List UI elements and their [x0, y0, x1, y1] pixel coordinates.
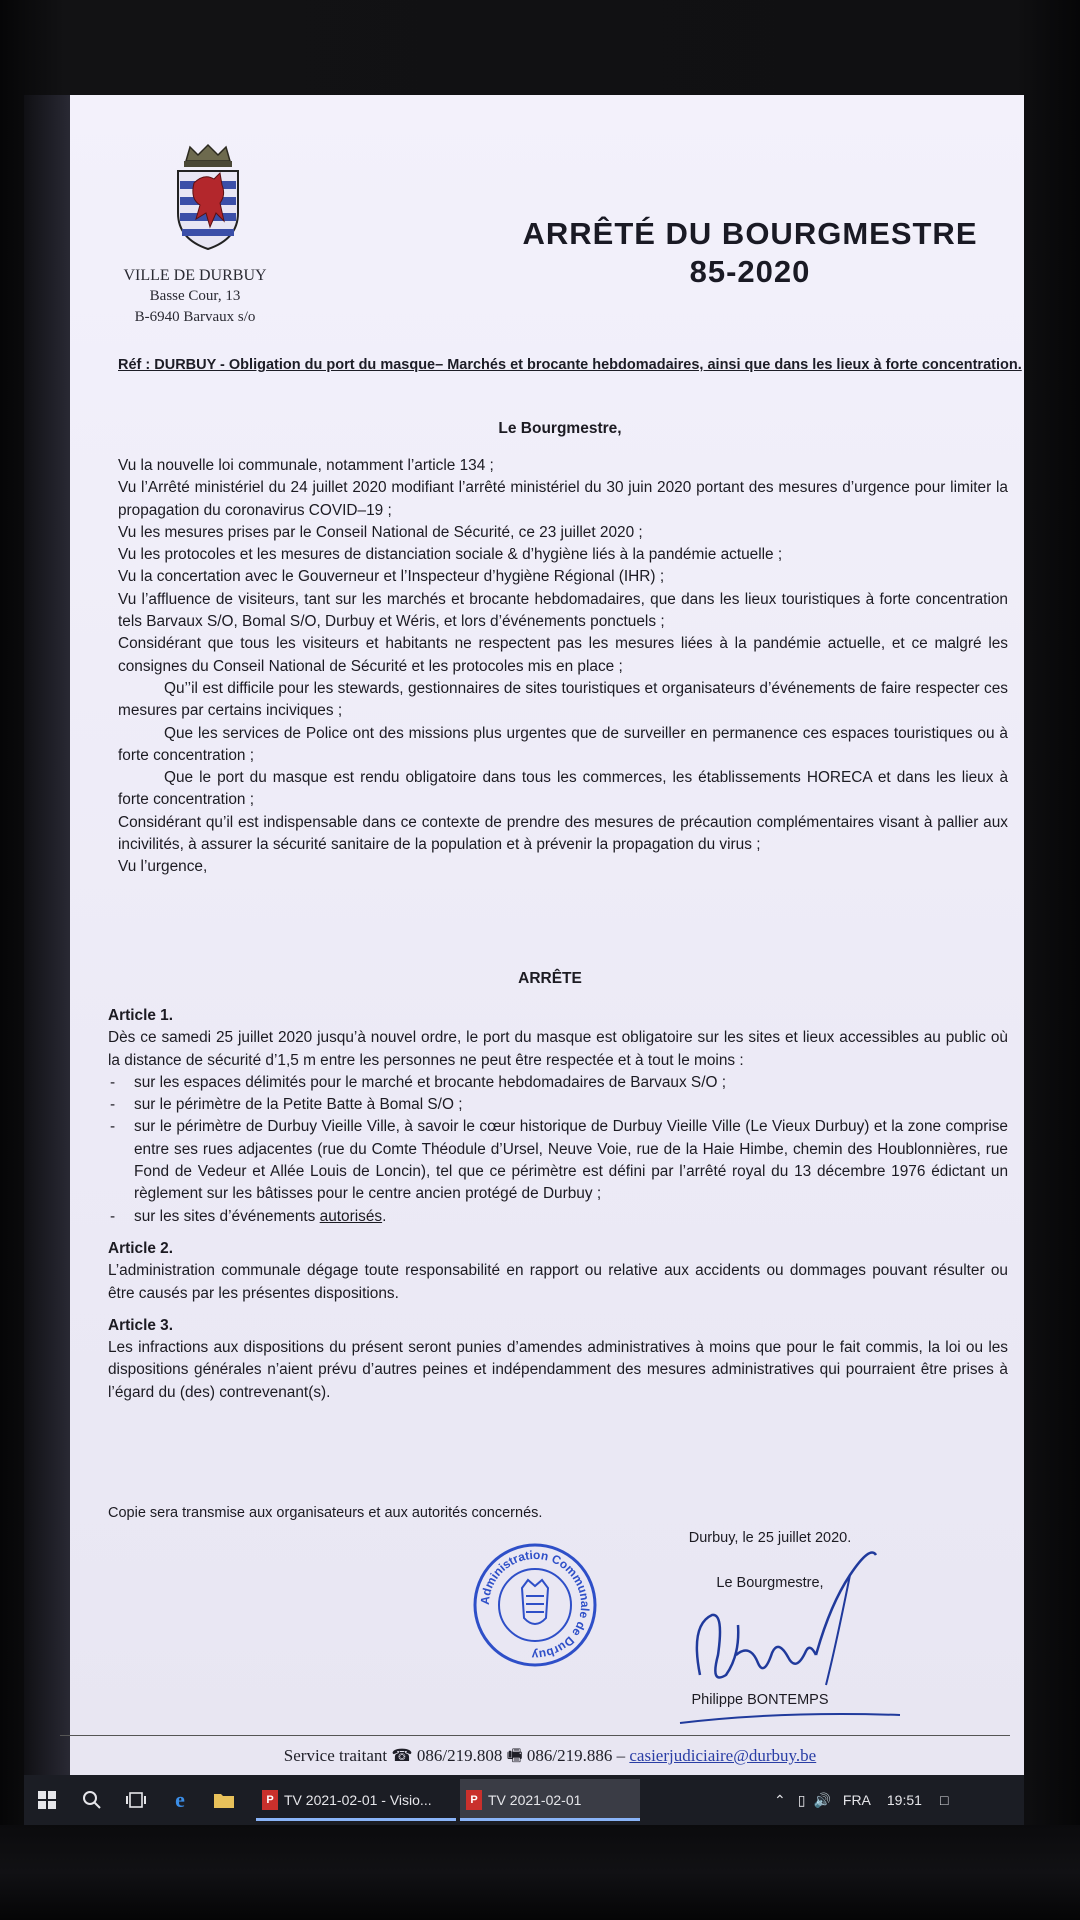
taskbar-app-pdf-1[interactable]: [256, 1779, 456, 1821]
list-item-text: sur les sites d’événements: [134, 1207, 320, 1225]
address-line-1: Basse Cour, 13: [149, 288, 241, 304]
folder-icon: [213, 1791, 235, 1809]
articles: [108, 1005, 1008, 1404]
edge-browser-button[interactable]: [158, 1775, 202, 1825]
title-line-2: 85-2020: [689, 254, 811, 289]
active-indicator: [256, 1818, 456, 1821]
list-item: - sur le périmètre de la Petite Batte à Bomal S/O ;: [134, 1094, 1008, 1116]
edge-icon: e: [175, 1787, 185, 1812]
consideration: Que le port du masque est rendu obligatoire dans tous les commerces, les établissements HORECA et dans les lieux à forte concentration ;: [118, 769, 1008, 809]
task-view-button[interactable]: [114, 1775, 158, 1825]
article-2-title: Article 2.: [108, 1239, 174, 1257]
document-title: [515, 215, 985, 291]
document-footer: [170, 1743, 930, 1772]
signatory-role: Le Bourgmestre,: [716, 1575, 824, 1591]
article-3-text: Les infractions aux dispositions du présent seront punies d’amendes administratives à moins que pour le fait commis, la loi ou les dispositions générales n’aient prévu d’autres peines et indépendamment des mesures administratives qui pourraient être prises à l’égard du (des) contrevenant(s).: [108, 1339, 1008, 1401]
consideration: Vu la concertation avec le Gouverneur et l’Inspecteur d’hygiène Régional (IHR) ;: [118, 568, 665, 586]
taskbar-app-label: TV 2021-02-01 - Visio...: [284, 1792, 432, 1808]
considerations: [118, 455, 1008, 879]
search-icon: [82, 1790, 102, 1810]
footer-label: Service traitant: [283, 1746, 388, 1765]
footer-phone: 086/219.808: [416, 1746, 503, 1765]
durbuy-crest-logo: [170, 143, 246, 253]
article-1-title: Article 1.: [108, 1007, 174, 1024]
monitor-bottom-bezel: [0, 1825, 1080, 1920]
file-explorer-button[interactable]: [202, 1775, 246, 1825]
windows-logo-icon: [38, 1791, 56, 1809]
taskbar-app-pdf-2[interactable]: [460, 1779, 640, 1821]
article-2-text: L’administration communale dégage toute responsabilité en rapport ou relative aux accidents ou dommages pouvant résulter ou être causés par les présentes dispositions.: [108, 1262, 1008, 1302]
list-item: - sur les espaces délimités pour le marché et brocante hebdomadaires de Barvaux S/O ;: [134, 1072, 1008, 1094]
consideration: Vu l’Arrêté ministériel du 24 juillet 2020 modifiant l’arrêté ministériel du 30 juin 2020 portant des mesures d’urgence pour limiter la propagation du coronavirus COVID–19 ;: [118, 479, 1008, 519]
consideration: Que les services de Police ont des missions plus urgentes que de surveiller en permanence ces espaces touristiques ou à forte concentration ;: [118, 724, 1008, 764]
reference-line: Réf : DURBUY - Obligation du port du masque– Marchés et brocante hebdomadaires, ainsi que dans les lieux à forte concentration.: [118, 357, 1022, 373]
address-line-2: B-6940 Barvaux s/o: [134, 309, 256, 325]
notifications-icon[interactable]: □: [939, 1792, 949, 1808]
document-page: [70, 95, 1024, 1775]
consideration: Qu’’il est difficile pour les stewards, gestionnaires de sites touristiques et organisateurs d’événements de faire respecter ces mesures par certains inciviques ;: [118, 679, 1008, 720]
consideration: Vu l’affluence de visiteurs, tant sur les marchés et brocante hebdomadaires, que dans les lieux touristiques à forte concentration tels Barvaux S/O, Bomal S/O, Durbuy et Wéris, et lors d’événements ponctuels ;: [118, 590, 1008, 631]
town-address-block: [110, 265, 280, 328]
windows-taskbar: [24, 1775, 1024, 1825]
title-line-1: ARRÊTÉ DU BOURGMESTRE: [522, 216, 978, 251]
start-button[interactable]: [24, 1775, 70, 1825]
list-item-punct: .: [382, 1207, 387, 1225]
taskbar-app-label: TV 2021-02-01: [488, 1792, 582, 1808]
pdf-app-icon: P: [466, 1790, 482, 1810]
salutation: Le Bourgmestre,: [498, 420, 622, 437]
fax-icon: 🖷: [506, 1746, 523, 1765]
list-item: - sur le périmètre de Durbuy Vieille Ville, à savoir le cœur historique de Durbuy Vieille Ville (Le Vieux Durbuy) et la zone comprise entre ses rues adjacentes (rue du Comte Théodule d’Ursel, Neuve Voie, rue de la Haie Himbe, chemin des Houblonnières, rue Fond de Vedeur et Allée Louis de Loncin), tel que ce périmètre est défini par l’arrêté royal du 13 décembre 1976 édictant un règlement sur les bâtisses pour le centre ancien protégé de Durbuy ;: [134, 1116, 1008, 1205]
official-stamp: [470, 1540, 600, 1670]
consideration: Vu la nouvelle loi communale, notamment l’article 134 ;: [118, 457, 494, 474]
footer-fax: 086/219.886: [526, 1746, 613, 1765]
system-tray: [774, 1775, 1014, 1825]
town-name: VILLE DE DURBUY: [123, 267, 267, 284]
article-1-intro: Dès ce samedi 25 juillet 2020 jusqu’à nouvel ordre, le port du masque est obligatoire sur les sites et lieux accessibles au public où la distance de sécurité d’1,5 m entre les personnes ne peut être respectée et à tout le moins :: [108, 1029, 1008, 1069]
decision-heading: ARRÊTE: [518, 970, 582, 987]
footer-email-link[interactable]: casierjudiciaire@durbuy.be: [629, 1746, 817, 1765]
clock[interactable]: 19:51: [886, 1792, 922, 1808]
consideration: Vu l’urgence,: [118, 858, 208, 876]
task-view-icon: [125, 1791, 147, 1809]
phone-icon: ☎: [391, 1746, 413, 1765]
volume-icon[interactable]: 🔊: [813, 1791, 831, 1808]
consideration: Vu les mesures prises par le Conseil National de Sécurité, ce 23 juillet 2020 ;: [118, 523, 643, 541]
footer-divider: [60, 1735, 1010, 1736]
search-button[interactable]: [70, 1775, 114, 1825]
signatory-name: Philippe BONTEMPS: [691, 1692, 829, 1708]
screen-shadow: [24, 95, 72, 1775]
stamp-text: Administration Communale de Durbuy: [477, 1547, 593, 1663]
footer-separator: –: [616, 1746, 626, 1765]
consideration: Considérant que tous les visiteurs et habitants ne respectent pas les mesures liées à la pandémie actuelle, et ce malgré les consignes du Conseil National de Sécurité et les protocoles mis en place ;: [118, 635, 1008, 675]
language-indicator[interactable]: FRA: [842, 1792, 871, 1808]
article-1-list: [108, 1072, 1008, 1228]
chevron-up-icon[interactable]: ⌃: [774, 1791, 786, 1808]
active-indicator: [460, 1818, 640, 1821]
article-3-title: Article 3.: [108, 1316, 174, 1334]
pdf-app-icon: P: [262, 1790, 278, 1810]
consideration: Considérant qu’il est indispensable dans ce contexte de prendre des mesures de précaution complémentaires visant à pallier aux incivilités, à assurer la sécurité sanitaire de la population et à prévenir la propagation du virus ;: [118, 813, 1008, 854]
battery-icon[interactable]: ▯: [797, 1791, 806, 1808]
copy-note: Copie sera transmise aux organisateurs et aux autorités concernés.: [108, 1505, 543, 1521]
underlined-word: autorisés: [319, 1207, 383, 1225]
consideration: Vu les protocoles et les mesures de distanciation sociale & d’hygiène liés à la pandémie actuelle ;: [118, 546, 783, 564]
list-item: [134, 1206, 1008, 1228]
signature-date: Durbuy, le 25 juillet 2020.: [688, 1530, 852, 1546]
